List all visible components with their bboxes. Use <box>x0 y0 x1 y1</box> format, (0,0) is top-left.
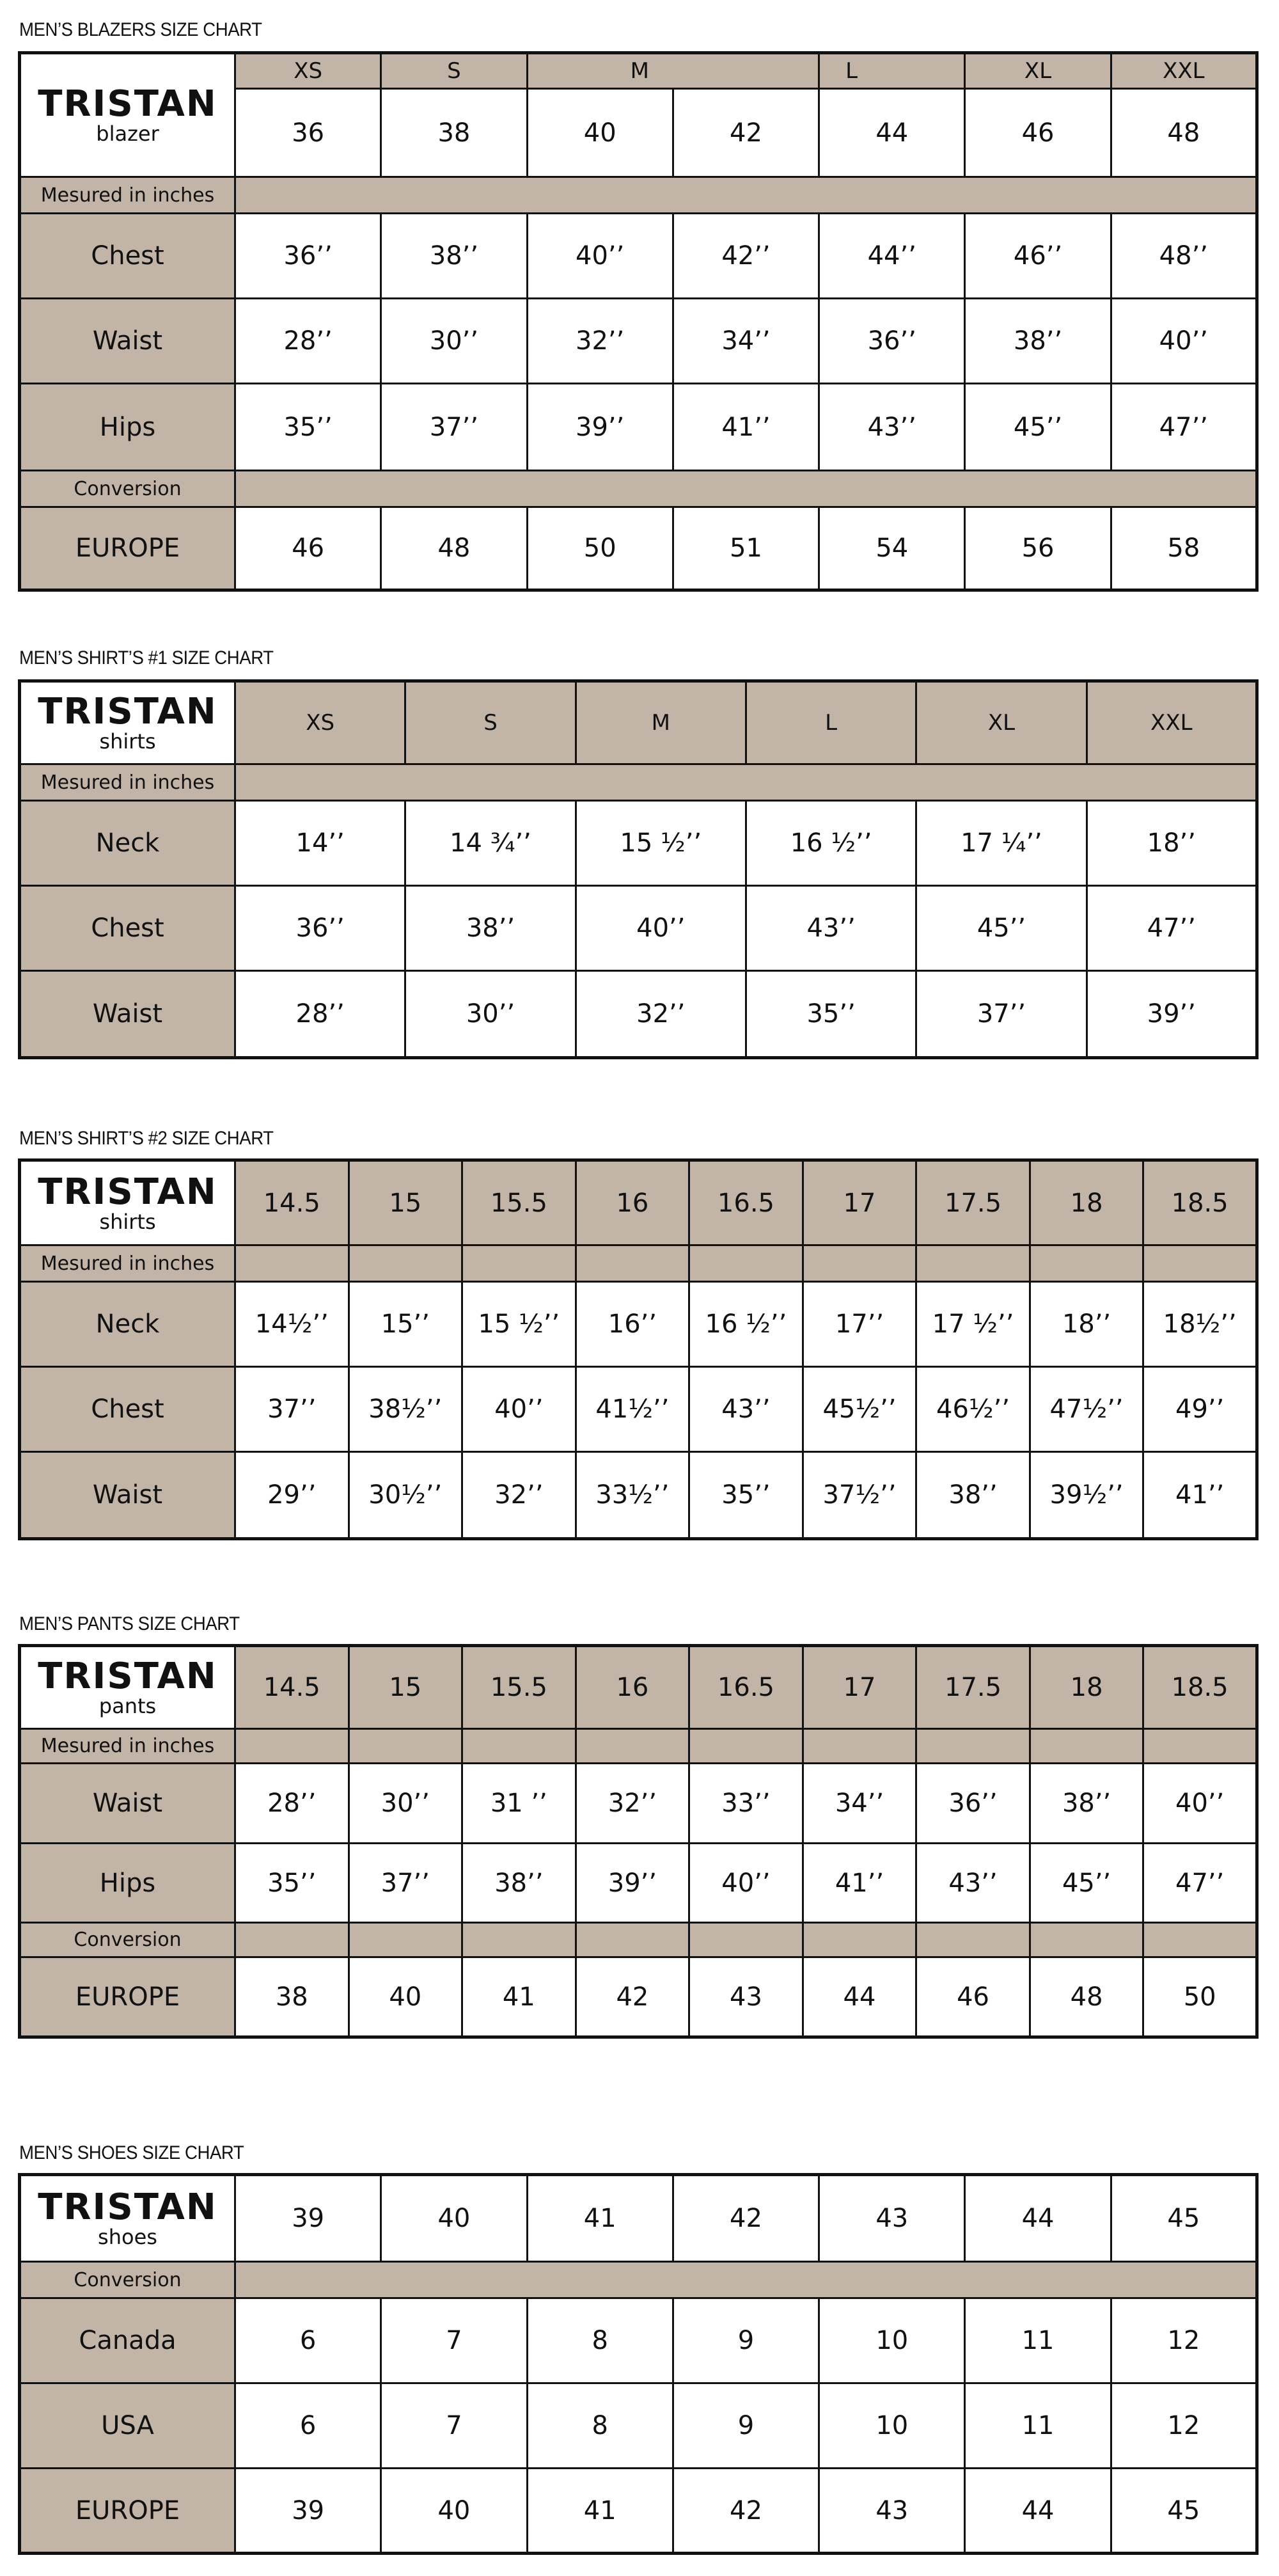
size-header-row <box>20 681 1257 764</box>
product-type: shoes <box>98 2225 157 2249</box>
table-row <box>20 2383 1257 2469</box>
cell: 42 <box>673 2469 819 2554</box>
cell: 41’’ <box>1143 1452 1257 1539</box>
cell: 43 <box>689 1957 803 2037</box>
cell: 46’’ <box>965 214 1111 299</box>
cell: 35’’ <box>235 1844 349 1923</box>
cell: 50 <box>527 507 673 590</box>
measured-band <box>235 764 1257 801</box>
row-label: EUROPE <box>20 2469 235 2554</box>
row-label: Chest <box>20 214 235 299</box>
size-value: 42 <box>673 2175 819 2262</box>
size-header: 15.5 <box>462 1646 576 1729</box>
cell: 36’’ <box>916 1764 1030 1844</box>
cell: 44 <box>803 1957 916 2037</box>
row-label: Waist <box>20 299 235 384</box>
brand-cell <box>20 53 235 177</box>
table-row <box>20 507 1257 590</box>
size-header: 18.5 <box>1143 1646 1257 1729</box>
cell: 42 <box>576 1957 689 2037</box>
cell: 8 <box>527 2298 673 2383</box>
section-title: MEN’S SHOES SIZE CHART <box>19 2142 244 2163</box>
measured-band-cell <box>1143 1245 1257 1282</box>
conversion-band-cell <box>349 1923 462 1957</box>
cell: 37’’ <box>381 384 527 471</box>
size-value: 43 <box>819 2175 965 2262</box>
size-header: L <box>746 681 916 764</box>
cell: 46½’’ <box>916 1367 1030 1452</box>
measured-band-cell <box>576 1245 689 1282</box>
measured-band-cell <box>576 1729 689 1764</box>
cell: 45½’’ <box>803 1367 916 1452</box>
shoes-section <box>18 2142 1259 2555</box>
cell: 38½’’ <box>349 1367 462 1452</box>
size-header: 16.5 <box>689 1160 803 1245</box>
cell: 6 <box>235 2298 381 2383</box>
cell: 10 <box>819 2383 965 2469</box>
cell: 45’’ <box>1030 1844 1143 1923</box>
conversion-band <box>235 471 1257 507</box>
size-value: 44 <box>819 89 965 177</box>
size-header: 16 <box>576 1646 689 1729</box>
size-letter-row <box>20 53 1257 89</box>
cell: 47½’’ <box>1030 1367 1143 1452</box>
brand-logo: TRISTAN <box>38 83 217 125</box>
size-header: XS <box>235 681 405 764</box>
brand-cell <box>20 1646 235 1729</box>
cell: 45’’ <box>965 384 1111 471</box>
shirts2-size-table <box>18 1158 1259 1540</box>
row-label: Canada <box>20 2298 235 2383</box>
size-header: 17 <box>803 1160 916 1245</box>
cell: 34’’ <box>803 1764 916 1844</box>
cell: 41’’ <box>803 1844 916 1923</box>
cell: 40’’ <box>576 886 746 971</box>
measured-band-cell <box>916 1729 1030 1764</box>
cell: 29’’ <box>235 1452 349 1539</box>
size-header: XXL <box>1111 53 1257 89</box>
size-value: 39 <box>235 2175 381 2262</box>
cell: 50 <box>1143 1957 1257 2037</box>
cell: 7 <box>381 2298 527 2383</box>
table-row <box>20 214 1257 299</box>
measured-band-cell <box>689 1245 803 1282</box>
cell: 39’’ <box>527 384 673 471</box>
cell: 40’’ <box>462 1367 576 1452</box>
measured-band-cell <box>689 1729 803 1764</box>
cell: 48 <box>1030 1957 1143 2037</box>
measured-band-cell <box>1030 1245 1143 1282</box>
cell: 42’’ <box>673 214 819 299</box>
size-header: 18 <box>1030 1160 1143 1245</box>
cell: 34’’ <box>673 299 819 384</box>
cell: 37’’ <box>349 1844 462 1923</box>
size-value: 46 <box>965 89 1111 177</box>
conversion-row <box>20 471 1257 507</box>
product-type: pants <box>98 1694 157 1718</box>
blazers-section <box>18 19 1259 592</box>
cell: 37’’ <box>235 1367 349 1452</box>
measured-band-cell <box>1030 1729 1143 1764</box>
measured-band-cell <box>1143 1729 1257 1764</box>
cell: 43’’ <box>746 886 916 971</box>
cell: 45 <box>1111 2469 1257 2554</box>
cell: 16 ½’’ <box>689 1282 803 1367</box>
section-title: MEN’S SHIRT’S #2 SIZE CHART <box>19 1128 274 1149</box>
measured-label: Mesured in inches <box>20 764 235 801</box>
conversion-label: Conversion <box>20 471 235 507</box>
cell: 12 <box>1111 2383 1257 2469</box>
measured-band-cell <box>803 1245 916 1282</box>
table-row <box>20 1452 1257 1539</box>
cell: 33’’ <box>689 1764 803 1844</box>
cell: 46 <box>916 1957 1030 2037</box>
shirts2-section <box>18 1128 1259 1540</box>
product-type: shirts <box>99 729 156 754</box>
size-value: 40 <box>381 2175 527 2262</box>
size-header: 16 <box>576 1160 689 1245</box>
cell: 45’’ <box>916 886 1087 971</box>
size-value: 44 <box>965 2175 1111 2262</box>
shirts1-size-table <box>18 679 1259 1059</box>
cell: 32’’ <box>462 1452 576 1539</box>
cell: 58 <box>1111 507 1257 590</box>
brand-logo: TRISTAN <box>38 2186 217 2228</box>
cell: 14’’ <box>235 801 405 886</box>
cell: 38’’ <box>381 214 527 299</box>
brand-logo: TRISTAN <box>38 691 217 732</box>
cell: 9 <box>673 2383 819 2469</box>
brand-logo: TRISTAN <box>38 1171 217 1213</box>
table-row <box>20 886 1257 971</box>
cell: 39’’ <box>576 1844 689 1923</box>
cell: 37’’ <box>916 971 1087 1058</box>
size-header: 16.5 <box>689 1646 803 1729</box>
row-label: Waist <box>20 1452 235 1539</box>
cell: 40’’ <box>689 1844 803 1923</box>
conversion-band-cell <box>689 1923 803 1957</box>
product-type: shirts <box>99 1209 156 1234</box>
size-header: L <box>819 53 965 89</box>
measured-row <box>20 177 1257 214</box>
cell: 15 ½’’ <box>576 801 746 886</box>
cell: 51 <box>673 507 819 590</box>
measured-band <box>235 177 1257 214</box>
cell: 46 <box>235 507 381 590</box>
shirts1-section <box>18 647 1259 1059</box>
row-label: Hips <box>20 1844 235 1923</box>
row-label: Chest <box>20 1367 235 1452</box>
cell: 33½’’ <box>576 1452 689 1539</box>
cell: 38’’ <box>462 1844 576 1923</box>
cell: 54 <box>819 507 965 590</box>
brand-logo: TRISTAN <box>38 1655 217 1697</box>
cell: 40’’ <box>1111 299 1257 384</box>
cell: 16’’ <box>576 1282 689 1367</box>
measured-label: Mesured in inches <box>20 177 235 214</box>
cell: 32’’ <box>527 299 673 384</box>
cell: 40 <box>349 1957 462 2037</box>
size-value: 42 <box>673 89 819 177</box>
cell: 36’’ <box>235 214 381 299</box>
size-header: 18 <box>1030 1646 1143 1729</box>
cell: 8 <box>527 2383 673 2469</box>
size-header: 18.5 <box>1143 1160 1257 1245</box>
cell: 28’’ <box>235 971 405 1058</box>
measured-band-cell <box>462 1729 576 1764</box>
cell: 44 <box>965 2469 1111 2554</box>
cell: 37½’’ <box>803 1452 916 1539</box>
conversion-band-cell <box>803 1923 916 1957</box>
cell: 15 ½’’ <box>462 1282 576 1367</box>
cell: 47’’ <box>1143 1844 1257 1923</box>
cell: 38 <box>235 1957 349 2037</box>
conversion-row <box>20 1923 1257 1957</box>
cell: 30’’ <box>381 299 527 384</box>
size-header: XS <box>235 53 381 89</box>
size-header: 17.5 <box>916 1646 1030 1729</box>
conversion-band-cell <box>1030 1923 1143 1957</box>
row-label: Hips <box>20 384 235 471</box>
cell: 38’’ <box>1030 1764 1143 1844</box>
conversion-band-cell <box>576 1923 689 1957</box>
table-row <box>20 299 1257 384</box>
cell: 18’’ <box>1030 1282 1143 1367</box>
cell: 40’’ <box>1143 1764 1257 1844</box>
row-label: EUROPE <box>20 1957 235 2037</box>
size-header: XL <box>965 53 1111 89</box>
size-header-row <box>20 2175 1257 2262</box>
table-row <box>20 1367 1257 1452</box>
measured-row <box>20 764 1257 801</box>
cell: 28’’ <box>235 1764 349 1844</box>
size-header: 15.5 <box>462 1160 576 1245</box>
size-header: 15 <box>349 1160 462 1245</box>
measured-label: Mesured in inches <box>20 1729 235 1764</box>
conversion-label: Conversion <box>20 2262 235 2298</box>
cell: 35’’ <box>746 971 916 1058</box>
cell: 17’’ <box>803 1282 916 1367</box>
cell: 40’’ <box>527 214 673 299</box>
measured-row <box>20 1245 1257 1282</box>
size-value: 48 <box>1111 89 1257 177</box>
size-value: 40 <box>527 89 673 177</box>
table-row <box>20 1957 1257 2037</box>
cell: 43’’ <box>916 1844 1030 1923</box>
measured-band-cell <box>803 1729 916 1764</box>
cell: 43’’ <box>819 384 965 471</box>
table-row <box>20 2298 1257 2383</box>
size-header: XXL <box>1087 681 1257 764</box>
cell: 48 <box>381 507 527 590</box>
cell: 43 <box>819 2469 965 2554</box>
cell: 18’’ <box>1087 801 1257 886</box>
cell: 14½’’ <box>235 1282 349 1367</box>
size-header: XL <box>916 681 1087 764</box>
section-title: MEN’S BLAZERS SIZE CHART <box>19 19 262 40</box>
cell: 43’’ <box>689 1367 803 1452</box>
cell: 16 ½’’ <box>746 801 916 886</box>
blazers-size-table <box>18 51 1259 592</box>
cell: 11 <box>965 2298 1111 2383</box>
cell: 47’’ <box>1111 384 1257 471</box>
size-header: 14.5 <box>235 1160 349 1245</box>
cell: 41’’ <box>673 384 819 471</box>
cell: 44’’ <box>819 214 965 299</box>
size-header: 14.5 <box>235 1646 349 1729</box>
size-header: 17.5 <box>916 1160 1030 1245</box>
conversion-band <box>235 2262 1257 2298</box>
cell: 11 <box>965 2383 1111 2469</box>
row-label: Waist <box>20 971 235 1058</box>
size-header-row <box>20 1160 1257 1245</box>
cell: 39’’ <box>1087 971 1257 1058</box>
measured-band-cell <box>235 1245 349 1282</box>
size-value: 45 <box>1111 2175 1257 2262</box>
measured-band-cell <box>349 1245 462 1282</box>
section-title: MEN’S SHIRT’S #1 SIZE CHART <box>19 647 274 668</box>
cell: 40 <box>381 2469 527 2554</box>
cell: 39½’’ <box>1030 1452 1143 1539</box>
cell: 38’’ <box>916 1452 1030 1539</box>
measured-band-cell <box>235 1729 349 1764</box>
cell: 41 <box>462 1957 576 2037</box>
table-row <box>20 1282 1257 1367</box>
cell: 18½’’ <box>1143 1282 1257 1367</box>
cell: 35’’ <box>235 384 381 471</box>
measured-label: Mesured in inches <box>20 1245 235 1282</box>
cell: 10 <box>819 2298 965 2383</box>
shoes-size-table <box>18 2173 1259 2555</box>
measured-band-cell <box>349 1729 462 1764</box>
size-header: 15 <box>349 1646 462 1729</box>
table-row <box>20 1844 1257 1923</box>
brand-cell <box>20 1160 235 1245</box>
cell: 17 ¼’’ <box>916 801 1087 886</box>
row-label: USA <box>20 2383 235 2469</box>
cell: 12 <box>1111 2298 1257 2383</box>
cell: 7 <box>381 2383 527 2469</box>
table-row <box>20 1764 1257 1844</box>
cell: 15’’ <box>349 1282 462 1367</box>
size-value: 41 <box>527 2175 673 2262</box>
cell: 32’’ <box>576 1764 689 1844</box>
size-value: 36 <box>235 89 381 177</box>
cell: 14 ¾’’ <box>405 801 576 886</box>
conversion-band-cell <box>916 1923 1030 1957</box>
table-row <box>20 2469 1257 2554</box>
table-row <box>20 384 1257 471</box>
size-value: 38 <box>381 89 527 177</box>
cell: 31 ’’ <box>462 1764 576 1844</box>
cell: 17 ½’’ <box>916 1282 1030 1367</box>
row-label: Neck <box>20 1282 235 1367</box>
table-row <box>20 801 1257 886</box>
cell: 36’’ <box>819 299 965 384</box>
cell: 39 <box>235 2469 381 2554</box>
cell: 30½’’ <box>349 1452 462 1539</box>
measured-band-cell <box>462 1245 576 1282</box>
section-title: MEN’S PANTS SIZE CHART <box>19 1613 240 1634</box>
measured-band-cell <box>916 1245 1030 1282</box>
cell: 56 <box>965 507 1111 590</box>
conversion-label: Conversion <box>20 1923 235 1957</box>
cell: 48’’ <box>1111 214 1257 299</box>
brand-cell <box>20 681 235 764</box>
size-header: M <box>576 681 746 764</box>
cell: 38’’ <box>965 299 1111 384</box>
size-header: S <box>381 53 527 89</box>
cell: 47’’ <box>1087 886 1257 971</box>
row-label: Neck <box>20 801 235 886</box>
cell: 36’’ <box>235 886 405 971</box>
cell: 49’’ <box>1143 1367 1257 1452</box>
cell: 41 <box>527 2469 673 2554</box>
cell: 30’’ <box>349 1764 462 1844</box>
cell: 35’’ <box>689 1452 803 1539</box>
row-label: EUROPE <box>20 507 235 590</box>
cell: 32’’ <box>576 971 746 1058</box>
size-header: S <box>405 681 576 764</box>
pants-section <box>18 1613 1259 2039</box>
pants-size-table <box>18 1644 1259 2039</box>
cell: 9 <box>673 2298 819 2383</box>
size-header: 17 <box>803 1646 916 1729</box>
cell: 28’’ <box>235 299 381 384</box>
measured-row <box>20 1729 1257 1764</box>
size-header-row <box>20 1646 1257 1729</box>
size-header: M <box>527 53 819 89</box>
row-label: Chest <box>20 886 235 971</box>
brand-cell <box>20 2175 235 2262</box>
row-label: Waist <box>20 1764 235 1844</box>
table-row <box>20 971 1257 1058</box>
cell: 38’’ <box>405 886 576 971</box>
conversion-band-cell <box>235 1923 349 1957</box>
conversion-band-cell <box>462 1923 576 1957</box>
cell: 30’’ <box>405 971 576 1058</box>
cell: 6 <box>235 2383 381 2469</box>
cell: 41½’’ <box>576 1367 689 1452</box>
conversion-row <box>20 2262 1257 2298</box>
conversion-band-cell <box>1143 1923 1257 1957</box>
product-type: blazer <box>96 122 159 146</box>
